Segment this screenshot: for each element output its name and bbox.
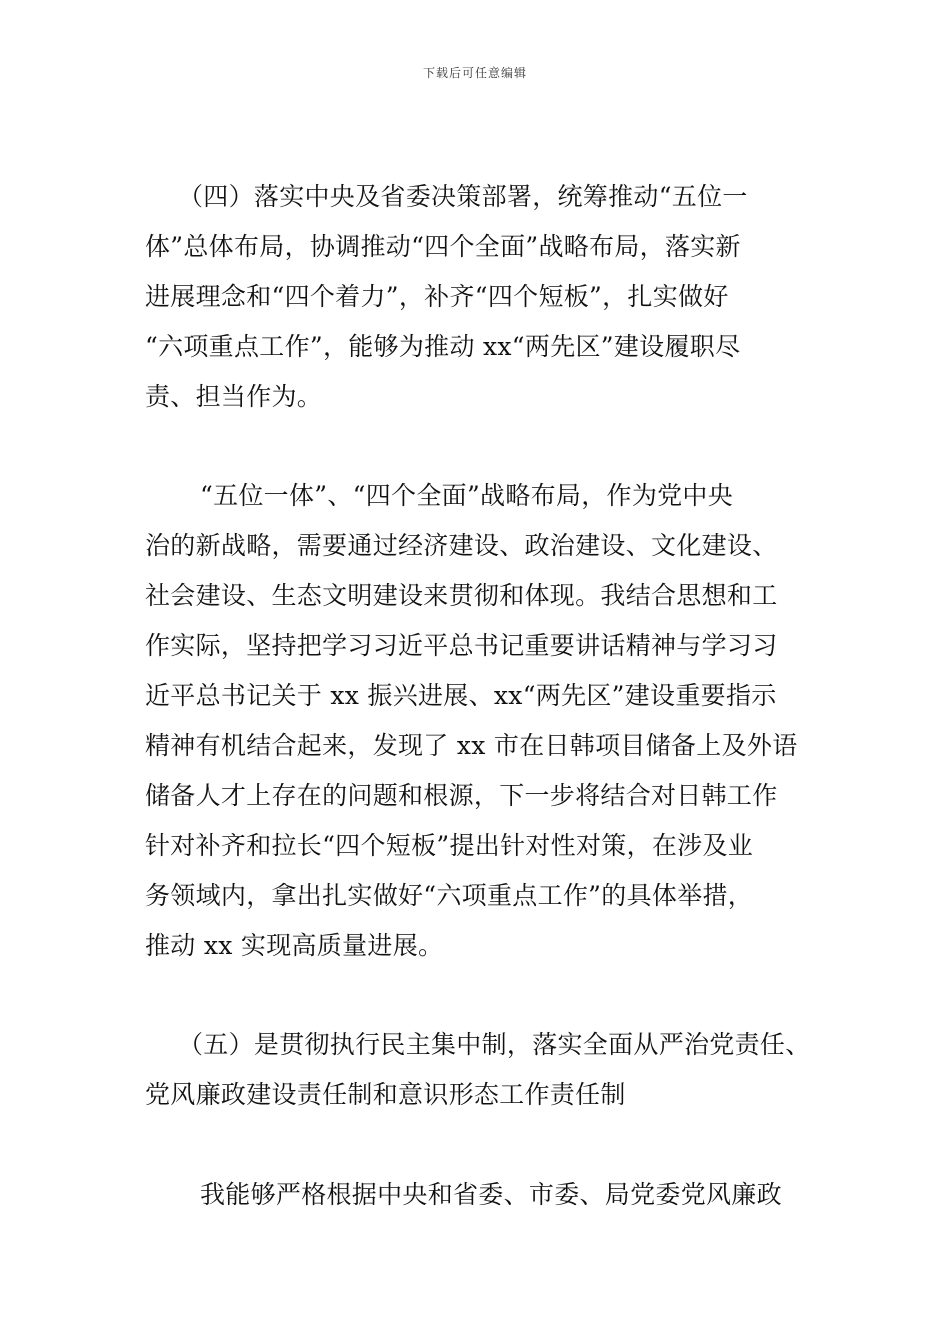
- text-line: 治的新战略，需要通过经济建设、政治建设、文化建设、: [145, 531, 778, 560]
- text-line: 针对补齐和拉长“四个短板”提出针对性对策，在涉及业: [145, 831, 754, 860]
- text-line: “六项重点工作”，能够为推动 xx“两先区”建设履职尽: [145, 332, 741, 361]
- text-line: 责、担当作为。: [145, 382, 323, 411]
- text-line: 体”总体布局，协调推动“四个全面”战略布局，落实新: [145, 232, 741, 261]
- text-line: 近平总书记关于 xx 振兴进展、xx“两先区”建设重要指示: [145, 681, 777, 710]
- text-line: （四）落实中央及省委决策部署，统筹推动“五位一: [178, 182, 748, 211]
- text-line: （五）是贯彻执行民主集中制，落实全面从严治党责任、: [178, 1030, 811, 1059]
- text-line: 作实际，坚持把学习习近平总书记重要讲话精神与学习习: [145, 631, 778, 660]
- text-line: 精神有机结合起来，发现了 xx 市在日韩项目储备上及外语: [145, 731, 798, 760]
- text-line: “五位一体”、“四个全面”战略布局，作为党中央: [200, 481, 734, 510]
- text-line: 进展理念和“四个着力”，补齐“四个短板”，扎实做好: [145, 282, 729, 311]
- text-line: 党风廉政建设责任制和意识形态工作责任制: [145, 1080, 626, 1109]
- text-line: 我能够严格根据中央和省委、市委、局党委党风廉政: [200, 1180, 782, 1209]
- text-line: 推动 xx 实现高质量进展。: [145, 931, 444, 960]
- text-line: 社会建设、生态文明建设来贯彻和体现。我结合思想和工: [145, 581, 778, 610]
- text-line: 储备人才上存在的问题和根源，下一步将结合对日韩工作: [145, 781, 778, 810]
- page-header-note: 下载后可任意编辑: [422, 66, 527, 80]
- text-line: 务领域内，拿出扎实做好“六项重点工作”的具体举措，: [145, 881, 754, 910]
